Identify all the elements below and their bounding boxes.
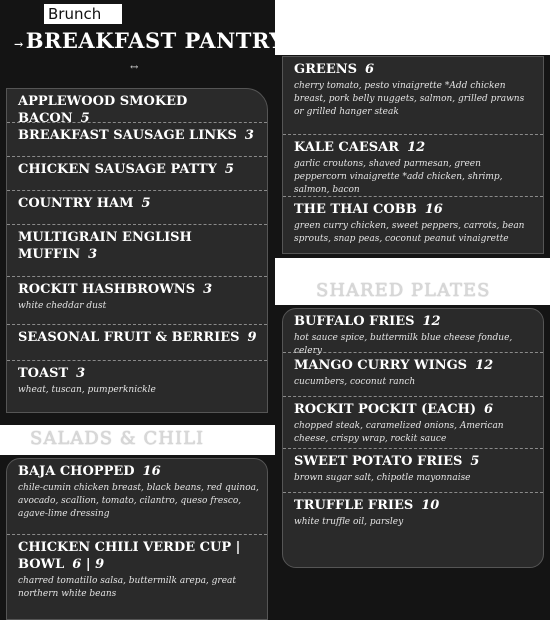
menu-item-name: [294, 357, 535, 374]
menu-item-title: KALE CAESAR: [294, 140, 400, 155]
menu-item: [7, 325, 267, 361]
menu-item-price: 3: [244, 128, 254, 143]
menu-item: [283, 353, 543, 397]
greens-panel: [282, 56, 544, 254]
menu-item-description: cucumbers, coconut ranch: [294, 377, 416, 387]
menu-item: [7, 123, 267, 157]
menu-item-title: MANGO CURRY WINGS: [294, 358, 468, 373]
menu-item-name: [18, 463, 259, 480]
brunch-tab[interactable]: Brunch: [44, 4, 122, 24]
section-title-text: SHARED PLATES: [316, 280, 491, 301]
menu-item-name: [294, 313, 535, 330]
menu-item: [283, 449, 543, 493]
menu-item-title: TRUFFLE FRIES: [294, 498, 414, 513]
menu-item-price: 3: [203, 282, 213, 297]
menu-item-price: 5: [470, 454, 480, 469]
arrow-icon: →: [14, 38, 24, 51]
menu-item-price: 9: [247, 330, 257, 345]
menu-item-title: SWEET POTATO FRIES: [294, 454, 463, 469]
menu-item-title: BUFFALO FRIES: [294, 314, 415, 329]
menu-item-price: 12: [475, 358, 494, 373]
menu-item-name: [18, 329, 259, 346]
menu-item: [7, 89, 267, 126]
menu-item-title: COUNTRY HAM: [18, 196, 134, 211]
menu-item-title: THE THAI COBB: [294, 202, 417, 217]
menu-item-description: white truffle oil, parsley: [294, 517, 404, 527]
menu-item-price: 5: [224, 162, 234, 177]
breakfast-panel: [6, 88, 268, 413]
menu-item-price: 10: [421, 498, 440, 513]
menu-item-description: green curry chicken, sweet peppers, carrots, bean sprouts, snap peas, coconut peanut vinaigrette: [294, 221, 525, 244]
menu-item-price: 3: [88, 247, 98, 262]
menu-item-name: [18, 127, 259, 144]
menu-item-price: 5: [80, 111, 90, 126]
menu-item-name: [18, 365, 259, 382]
menu-item-price: 12: [407, 140, 426, 155]
menu-item-description: wheat, tuscan, pumperknickle: [18, 385, 156, 395]
menu-item: [283, 135, 543, 197]
menu-item-description: hot sauce spice, buttermilk blue cheese fondue, celery: [294, 333, 513, 356]
title-text: BREAKFAST PANTRY: [25, 28, 285, 53]
menu-item: [283, 397, 543, 449]
menu-item-name: [18, 161, 259, 178]
menu-item-title: BAJA CHOPPED: [18, 464, 135, 479]
menu-item: [7, 157, 267, 191]
menu-item-title: SEASONAL FRUIT & BERRIES: [18, 330, 240, 345]
menu-item-name: [294, 201, 535, 218]
menu-item-name: [18, 281, 259, 298]
menu-item-description: charred tomatillo salsa, buttermilk arepa, great northern white beans: [18, 576, 237, 599]
menu-item: [283, 57, 543, 135]
menu-item-title: ROCKIT HASHBROWNS: [18, 282, 196, 297]
menu-item-price: 16: [424, 202, 443, 217]
menu-item-name: [294, 61, 535, 78]
menu-item: [7, 361, 267, 413]
menu-item-price: 5: [141, 196, 151, 211]
menu-item-name: [294, 497, 535, 514]
menu-item: [283, 309, 543, 356]
shared-plates-panel: [282, 308, 544, 568]
menu-item: [7, 225, 267, 277]
menu-item-name: [294, 401, 535, 418]
menu-item-title: BREAKFAST SAUSAGE LINKS: [18, 128, 237, 143]
menu-item-price: 6: [365, 62, 375, 77]
menu-item-price: 6: [484, 402, 494, 417]
menu-item-description: chile-cumin chicken breast, black beans, red quinoa, avocado, scallion, tomato, cilantro, queso fresco, agave-lime dressing: [18, 483, 259, 519]
menu-item-name: [18, 93, 259, 127]
menu-item: [283, 197, 543, 253]
menu-item-name: [18, 539, 259, 573]
menu-item-title: MULTIGRAIN ENGLISH MUFFIN: [18, 230, 192, 262]
page-title: [14, 28, 285, 53]
menu-item: [7, 535, 267, 620]
menu-item-title: GREENS: [294, 62, 357, 77]
menu-item-name: [18, 195, 259, 212]
menu-item-name: [294, 139, 535, 156]
menu-item: [7, 277, 267, 325]
menu-item-price: 6 | 9: [72, 557, 105, 572]
menu-item-description: brown sugar salt, chipotle mayonnaise: [294, 473, 471, 483]
menu-item-title: CHICKEN SAUSAGE PATTY: [18, 162, 217, 177]
menu-item-price: 16: [142, 464, 161, 479]
shared-section-title: [316, 280, 490, 301]
salads-panel: [6, 458, 268, 620]
salads-section-title: [30, 428, 204, 449]
menu-item-title: APPLEWOOD SMOKED BACON: [18, 94, 188, 126]
menu-item-title: ROCKIT POCKIT (EACH): [294, 402, 477, 417]
menu-item-description: chopped steak, caramelized onions, American cheese, crispy wrap, rockit sauce: [294, 421, 504, 444]
menu-item-description: white cheddar dust: [18, 301, 107, 311]
section-title-text: SALADS & CHILI: [30, 428, 205, 449]
menu-item-description: cherry tomato, pesto vinaigrette *Add chicken breast, pork belly nuggets, salmon, grilled prawns or grilled hanger steak: [294, 81, 525, 117]
menu-item-price: 12: [422, 314, 441, 329]
menu-item-price: 3: [76, 366, 86, 381]
menu-item-title: TOAST: [18, 366, 69, 381]
menu-item: [283, 493, 543, 533]
menu-item: [7, 191, 267, 225]
menu-item-name: [294, 453, 535, 470]
menu-item-name: [18, 229, 259, 263]
double-arrow-icon: ↔: [130, 62, 139, 73]
menu-item: [7, 459, 267, 535]
menu-item-description: garlic croutons, shaved parmesan, green peppercorn vinaigrette *add chicken, shrimp, salmon, bacon: [294, 159, 503, 195]
menu-item-title: CHICKEN CHILI VERDE CUP | BOWL: [18, 540, 241, 572]
